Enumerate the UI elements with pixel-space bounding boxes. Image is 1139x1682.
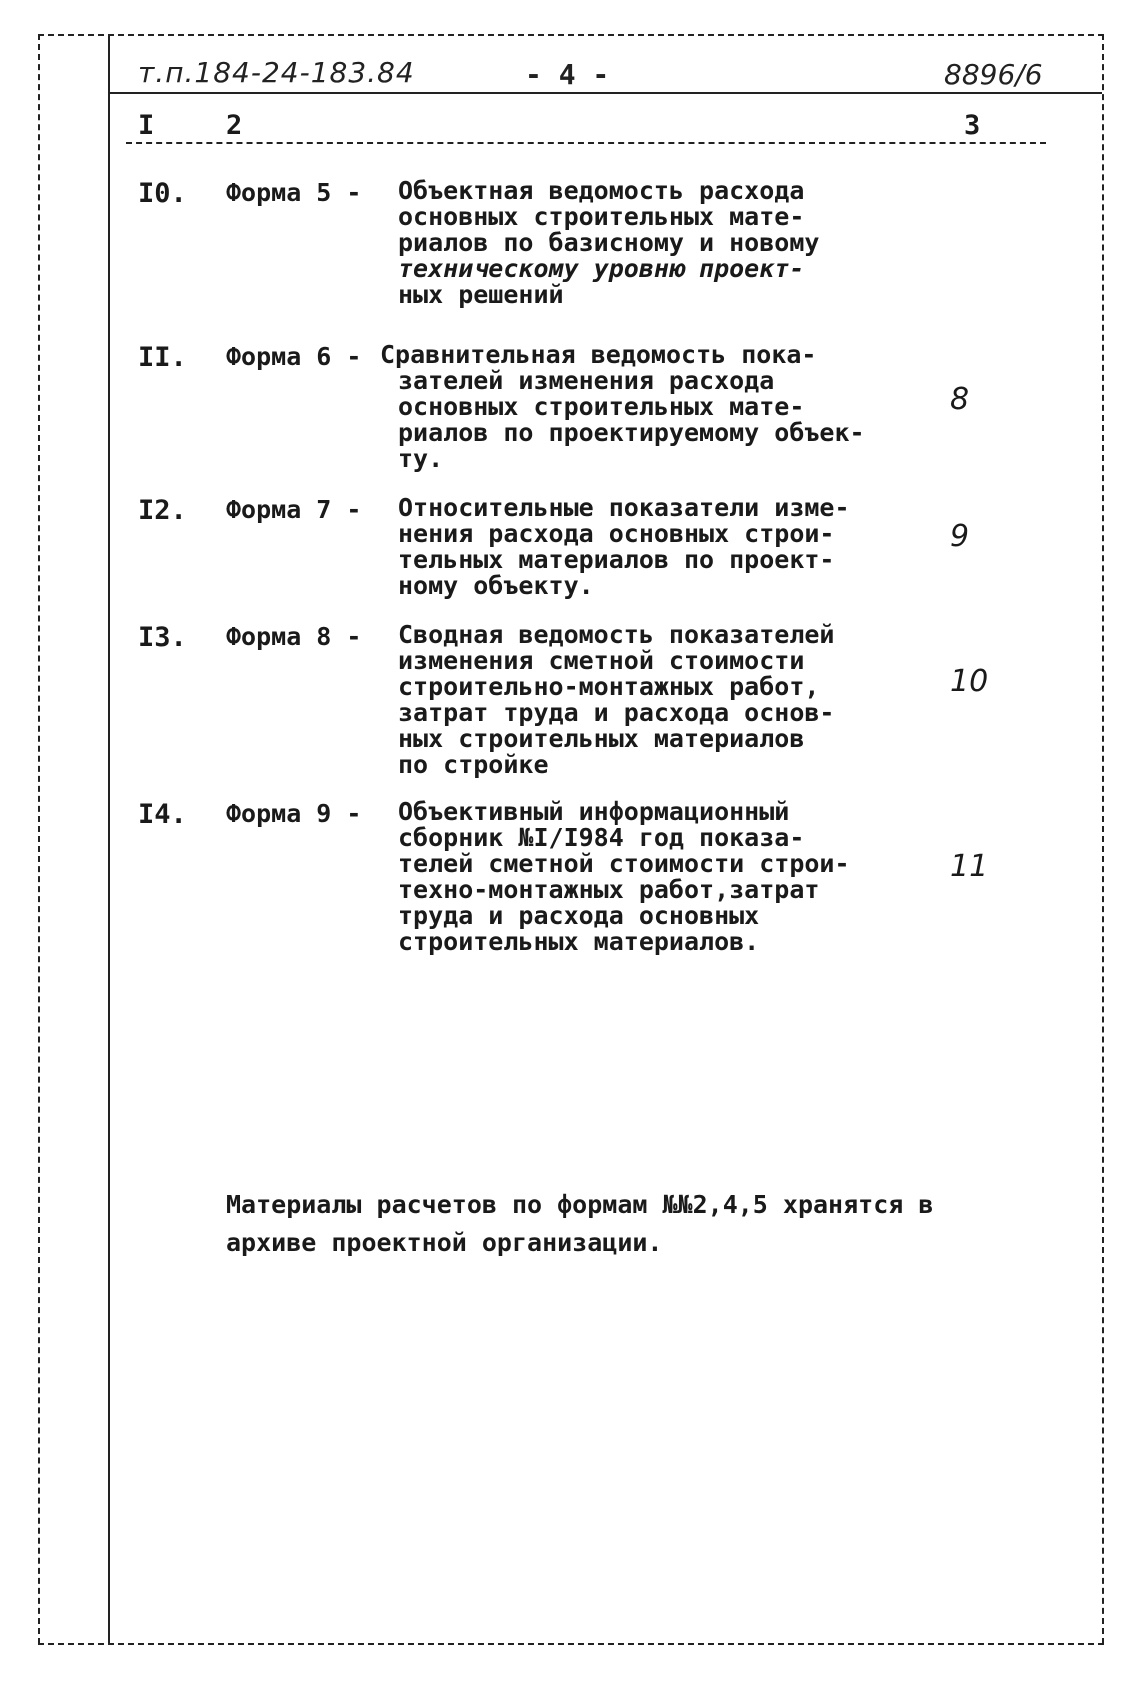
frame-top-border [38,34,1104,36]
description-line: техно-монтажных работ,затрат [398,875,820,904]
item-number: I3. [138,622,187,653]
description-line: строительно-монтажных работ, [398,672,820,701]
description-line: Сравнительная ведомость пока- [380,340,817,369]
description-line: сборник №I/I984 год показа- [398,823,805,852]
item-description [398,495,898,599]
form-label: Форма 7 - [226,495,362,524]
column-header-1: I [138,110,155,141]
form-label: Форма 8 - [226,622,362,651]
description-line: риалов по базисному и новому [398,228,820,257]
frame-left-border [38,34,40,1644]
description-line: Относительные показатели изме- [398,493,850,522]
description-line: ных строительных материалов [398,724,805,753]
description-line: ных решений [398,280,564,309]
description-line: нения расхода основных строи- [398,519,835,548]
description-line: ту. [398,444,444,473]
page-reference: 8 [950,382,970,417]
frame-bottom-border [38,1643,1104,1645]
description-line: Объектная ведомость расхода [398,176,805,205]
column-header-2: 2 [226,110,243,141]
form-label: Форма 5 - [226,178,362,207]
column-header-rule [126,142,1046,144]
page-reference: 10 [950,664,989,699]
page-reference: 9 [950,519,970,554]
form-label: Форма 6 - [226,342,362,371]
item-number: II. [138,342,187,373]
description-line: зателей изменения расхода [398,366,775,395]
description-line: тельных материалов по проект- [398,545,835,574]
description-line: строительных материалов. [398,927,760,956]
item-number: I2. [138,495,187,526]
column-header-3: 3 [964,110,981,141]
description-line: основных строительных мате- [398,202,805,231]
page-reference: 11 [950,849,989,884]
item-number: I0. [138,178,187,209]
item-description [398,178,898,308]
description-line: труда и расхода основных [398,901,760,930]
description-line: Сводная ведомость показателей [398,620,835,649]
item-description [398,622,898,778]
document-code: т.п.184-24-183.84 [138,56,415,89]
description-line: риалов по проектируемому объек- [398,418,865,447]
description-line: по стройке [398,750,549,779]
form-label: Форма 9 - [226,799,362,828]
item-description [380,340,898,473]
description-line: изменения сметной стоимости [398,646,805,675]
description-line: телей сметной стоимости строи- [398,849,850,878]
note-line: архиве проектной организации. [226,1228,663,1257]
frame-inner-margin [108,34,110,1644]
description-line: затрат труда и расхода основ- [398,698,835,727]
description-line: Объективный информационный [398,797,790,826]
description-line: основных строительных мате- [398,392,805,421]
description-line: техническому уровню проект- [398,254,805,283]
header-rule [108,92,1102,94]
archive-note [226,1186,1026,1262]
inventory-number: 8896/6 [944,58,1043,91]
description-line: ному объекту. [398,571,594,600]
page-number: - 4 - [525,58,610,91]
item-number: I4. [138,799,187,830]
item-description [398,799,898,955]
note-line: Материалы расчетов по формам №№2,4,5 хранятся в [226,1190,934,1219]
frame-right-border [1102,34,1104,1644]
